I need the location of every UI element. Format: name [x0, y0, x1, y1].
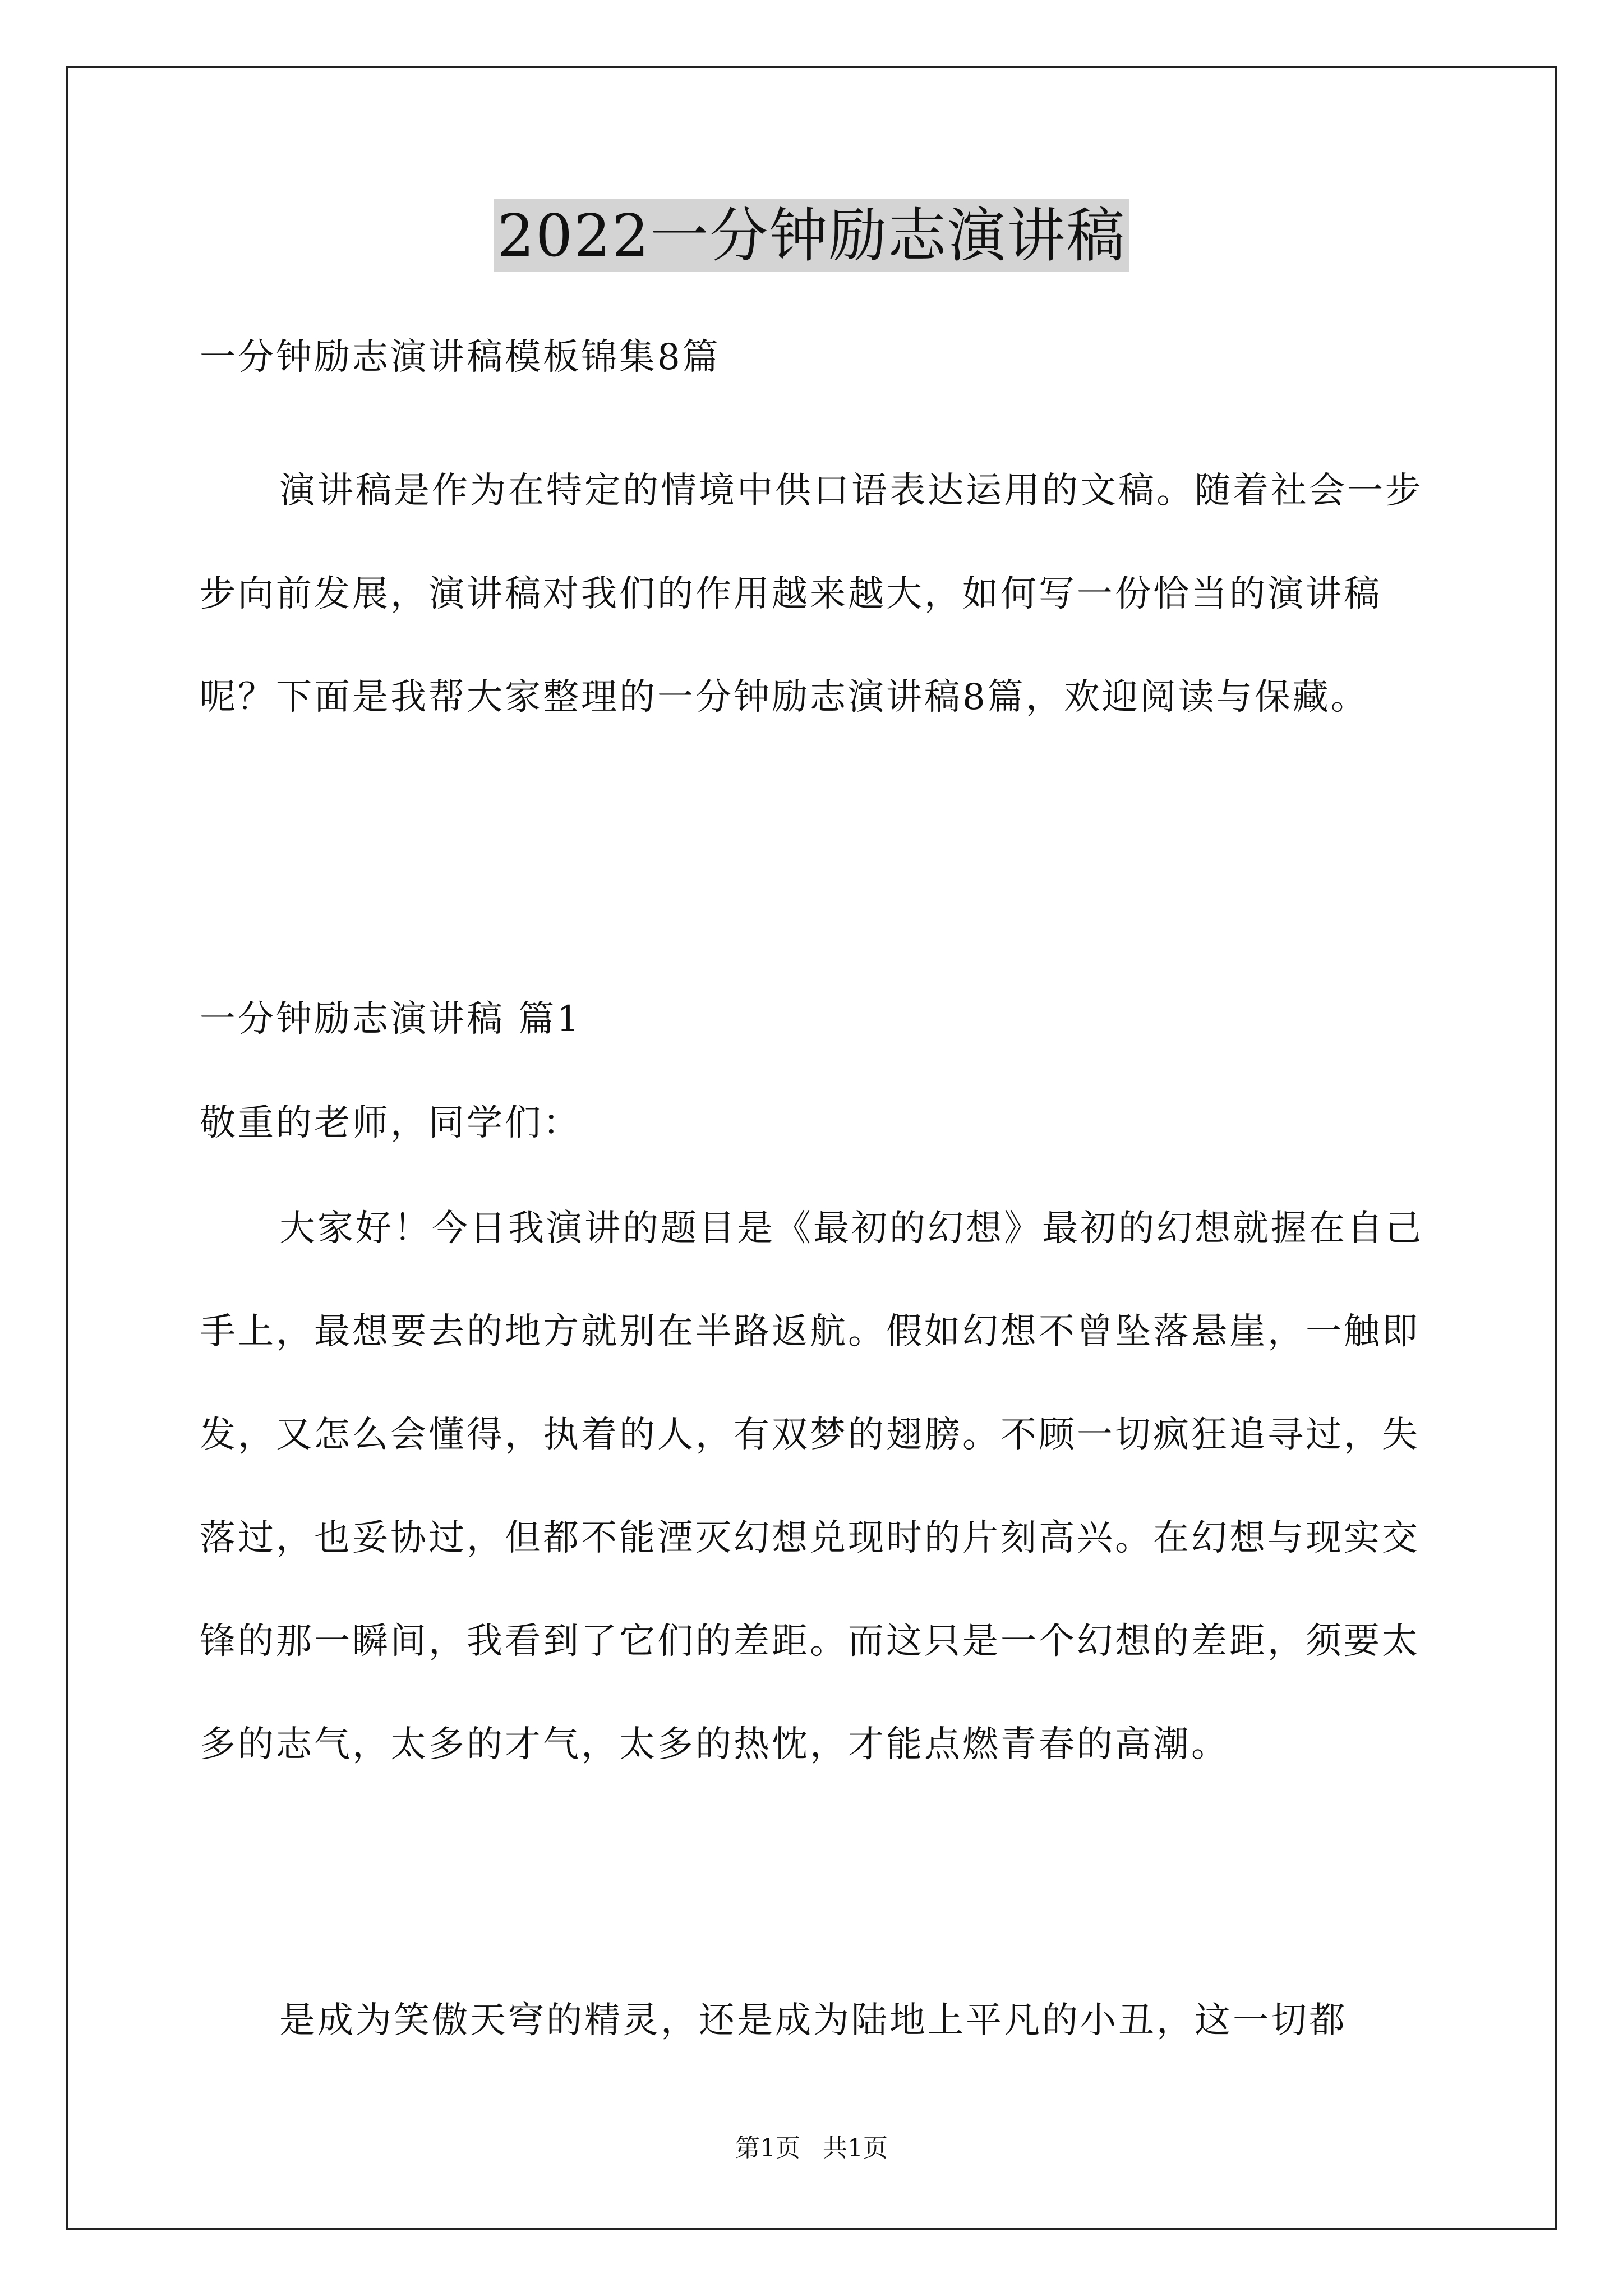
- body-paragraph-2: 是成为笑傲天穹的精灵，还是成为陆地上平凡的小丑，这一切都: [279, 2000, 1347, 2041]
- section-heading: 一分钟励志演讲稿 篇1: [200, 999, 582, 1040]
- salutation: 敬重的老师，同学们：: [200, 1102, 581, 1144]
- page-number: 第1页: [735, 2134, 800, 2162]
- body-paragraph-1: 大家好！今日我演讲的题目是《最初的幻想》最初的幻想就握在自己手上，最想要去的地方就别在半路返航。假如幻想不曾坠落悬崖，一触即发，又怎么会懂得，执着的人，有双梦的翅膀。不顾一切疯狂追寻过，失落过，也妥协过，但都不能湮灭幻想兑现时的片刻高兴。在幻想与现实交锋的那一瞬间，我看到了它们的差距。而这只是一个幻想的差距，须要太多的志气，太多的才气，太多的热忱，才能点燃青春的高潮。: [200, 1208, 1423, 1765]
- document-title-text: 2022一分钟励志演讲稿: [494, 199, 1129, 272]
- document-title: [0, 196, 1623, 275]
- intro-paragraph: 演讲稿是作为在特定的情境中供口语表达运用的文稿。随着社会一步步向前发展，演讲稿对我们的作用越来越大，如何写一份恰当的演讲稿呢？下面是我帮大家整理的一分钟励志演讲稿8篇，欢迎阅读与保藏。: [200, 470, 1423, 718]
- page-total: 共1页: [823, 2134, 888, 2162]
- document-subtitle: 一分钟励志演讲稿模板锦集8篇: [200, 337, 721, 378]
- page-footer: [0, 2132, 1623, 2165]
